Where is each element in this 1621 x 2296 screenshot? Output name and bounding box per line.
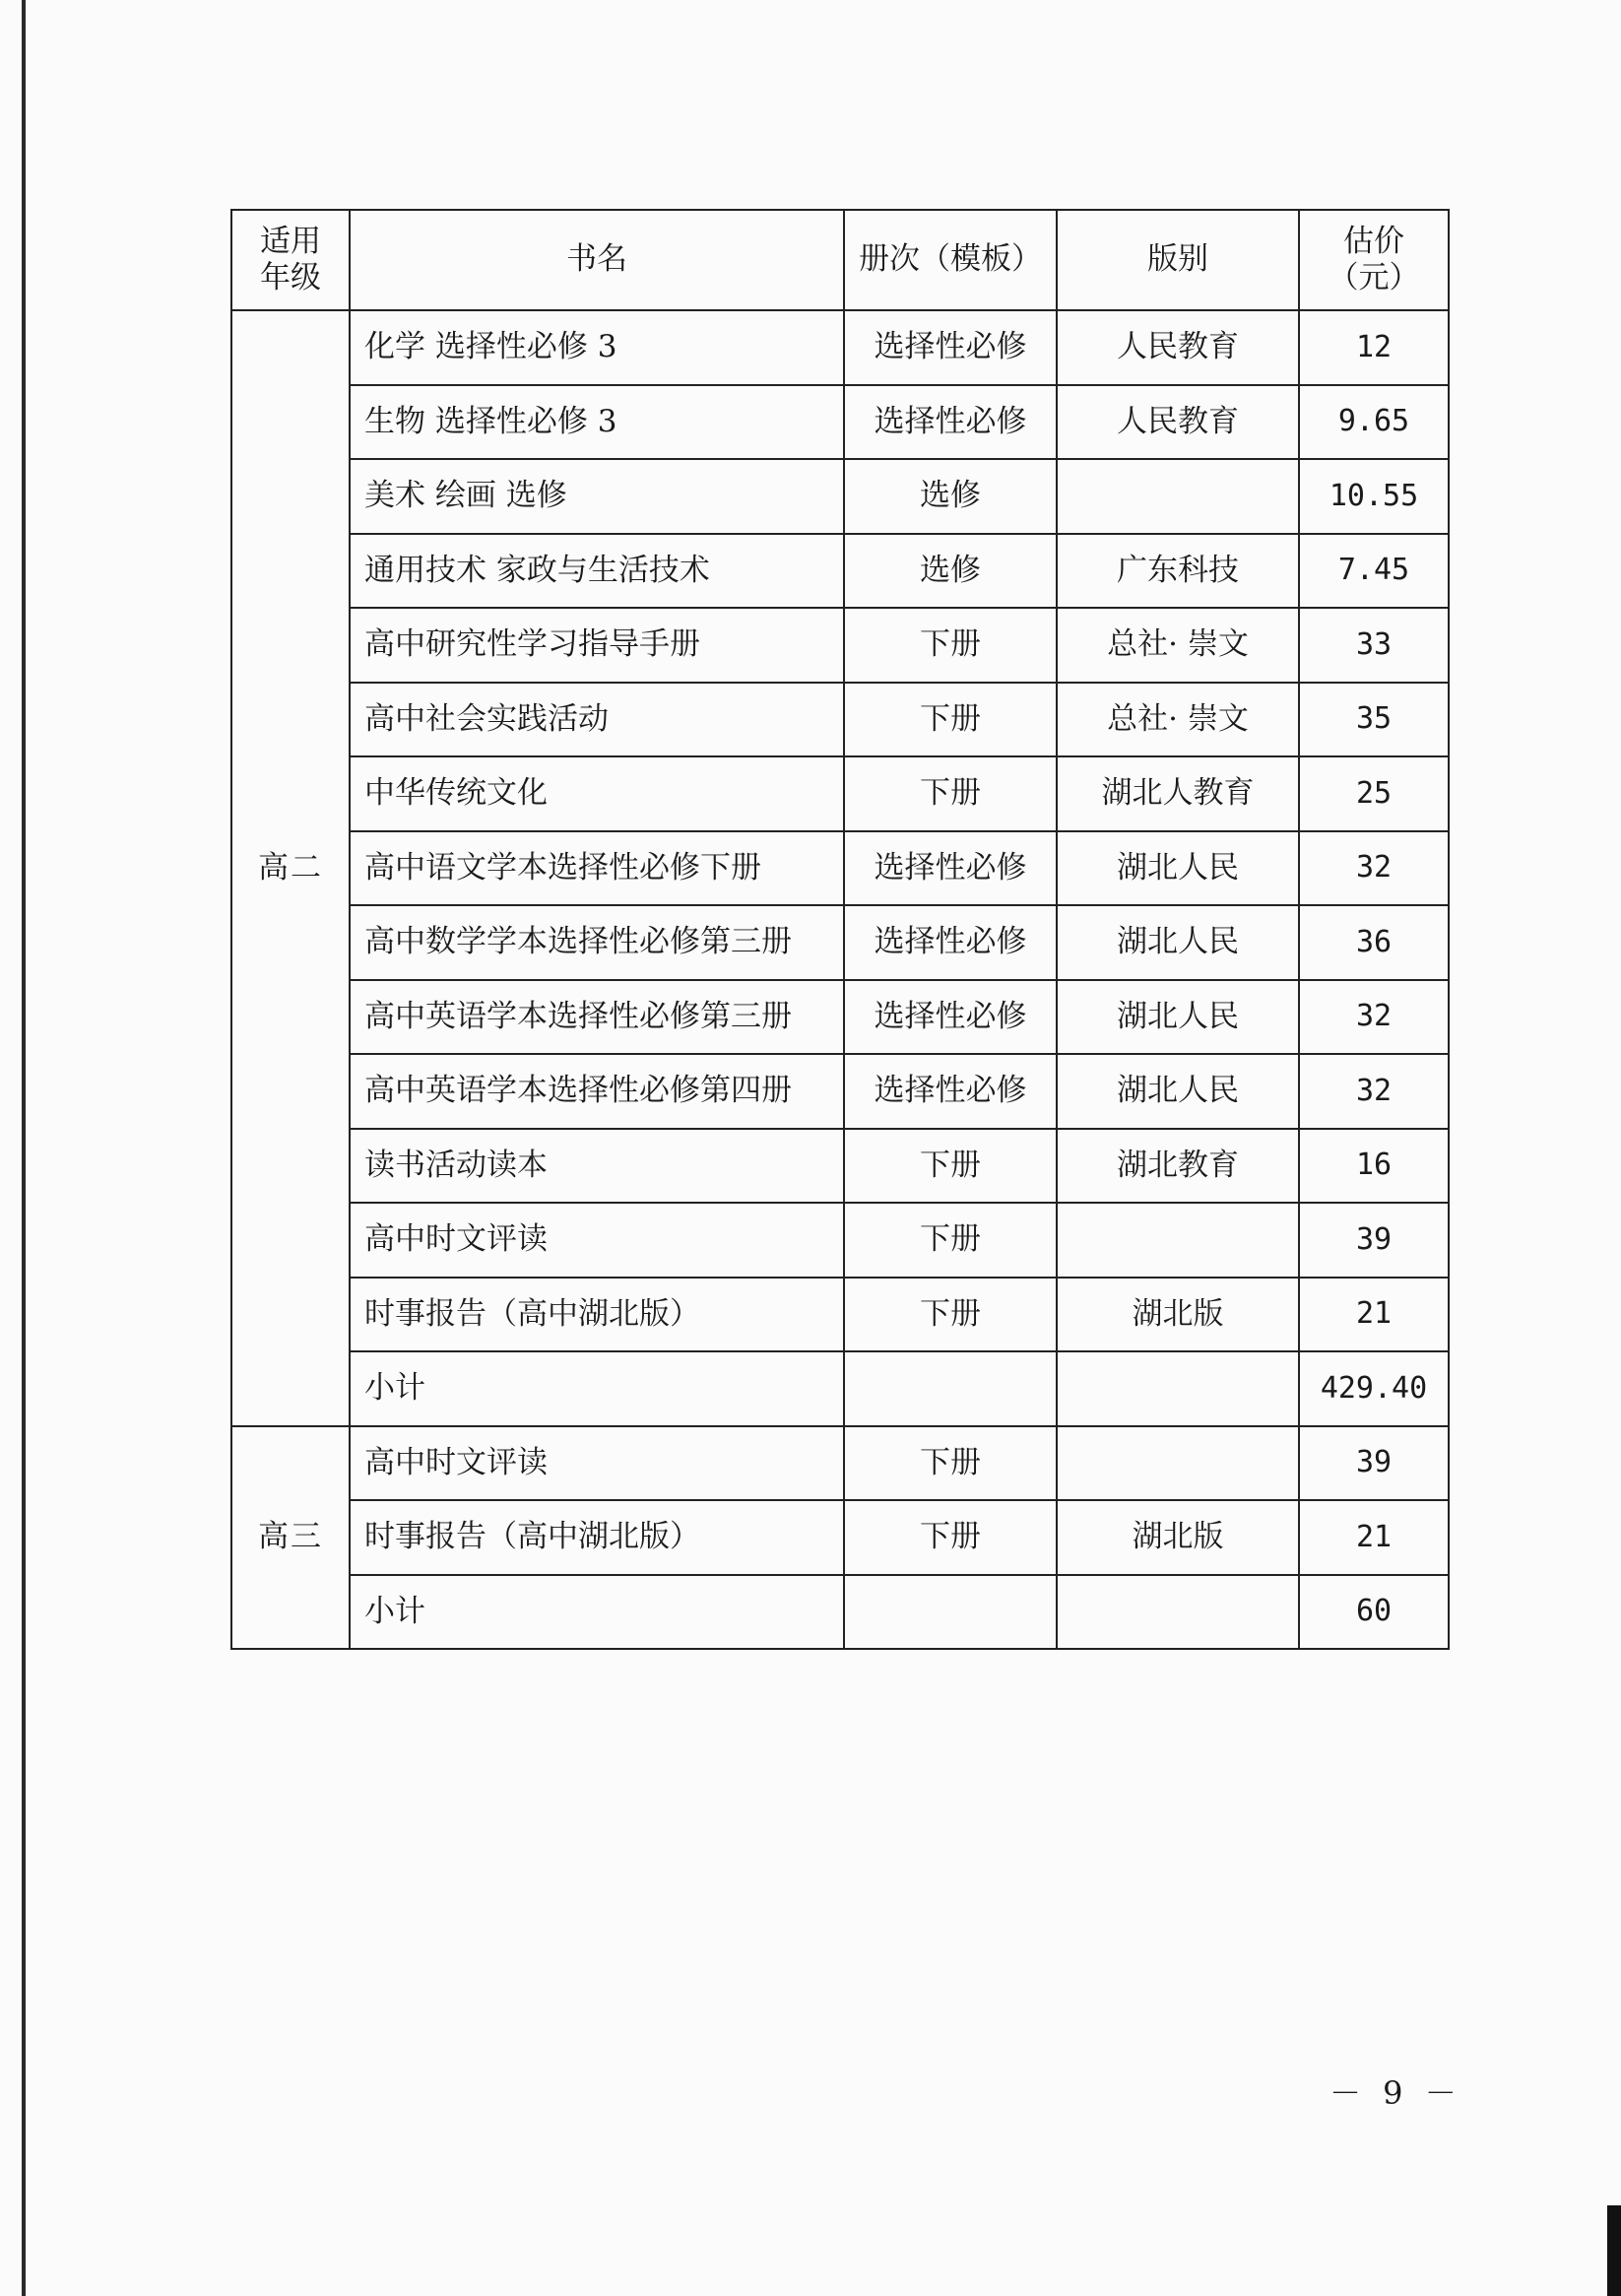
edition-cell: 总社· 崇文: [1057, 608, 1299, 683]
edition-cell: [1057, 1426, 1299, 1501]
table-row: [231, 683, 1449, 757]
scan-corner-mark: [1607, 2205, 1621, 2296]
price-cell: 9.65: [1299, 385, 1449, 460]
price-cell: 36: [1299, 905, 1449, 980]
table-row: [231, 608, 1449, 683]
volume-cell: 选择性必修: [844, 1054, 1057, 1129]
edition-cell: 湖北人民: [1057, 1054, 1299, 1129]
edition-cell: 总社· 崇文: [1057, 683, 1299, 757]
title-cell: 时事报告（高中湖北版）: [350, 1500, 844, 1575]
title-cell: 高中社会实践活动: [350, 683, 844, 757]
header-volume: 册次（模板）: [844, 210, 1057, 310]
volume-cell: 选择性必修: [844, 905, 1057, 980]
title-cell: 通用技术 家政与生活技术: [350, 534, 844, 609]
title-cell: 高中数学学本选择性必修第三册: [350, 905, 844, 980]
table-row: [231, 980, 1449, 1055]
volume-cell: 下册: [844, 683, 1057, 757]
price-cell: 35: [1299, 683, 1449, 757]
title-cell: 高中英语学本选择性必修第四册: [350, 1054, 844, 1129]
header-row: [231, 210, 1449, 310]
title-cell: 高中时文评读: [350, 1203, 844, 1278]
table-row: [231, 385, 1449, 460]
price-cell: 33: [1299, 608, 1449, 683]
volume-cell: 选择性必修: [844, 385, 1057, 460]
volume-cell: 下册: [844, 1426, 1057, 1501]
price-cell: 32: [1299, 980, 1449, 1055]
price-cell: 39: [1299, 1426, 1449, 1501]
volume-cell: 选择性必修: [844, 831, 1057, 906]
volume-cell: 下册: [844, 1278, 1057, 1352]
table-row: [231, 1203, 1449, 1278]
price-cell: 429.40: [1299, 1351, 1449, 1426]
price-cell: 21: [1299, 1500, 1449, 1575]
title-cell: 高中研究性学习指导手册: [350, 608, 844, 683]
volume-cell: 下册: [844, 756, 1057, 831]
price-cell: 16: [1299, 1129, 1449, 1204]
title-cell: 中华传统文化: [350, 756, 844, 831]
volume-cell: 下册: [844, 1500, 1057, 1575]
edition-cell: 湖北版: [1057, 1278, 1299, 1352]
title-cell: 生物 选择性必修 3: [350, 385, 844, 460]
header-edition: 版别: [1057, 210, 1299, 310]
header-grade: 适用 年级: [231, 210, 350, 310]
volume-cell: 下册: [844, 608, 1057, 683]
title-cell: 时事报告（高中湖北版）: [350, 1278, 844, 1352]
edition-cell: [1057, 1575, 1299, 1650]
price-cell: 60: [1299, 1575, 1449, 1650]
table-row: [231, 831, 1449, 906]
table-row: [231, 905, 1449, 980]
volume-cell: 选择性必修: [844, 980, 1057, 1055]
edition-cell: 人民教育: [1057, 385, 1299, 460]
title-cell: 化学 选择性必修 3: [350, 310, 844, 385]
edition-cell: 湖北人民: [1057, 980, 1299, 1055]
edition-cell: 广东科技: [1057, 534, 1299, 609]
scan-left-edge: [22, 0, 26, 2296]
title-cell: 小计: [350, 1351, 844, 1426]
table-row: [231, 1575, 1449, 1650]
title-cell: 小计: [350, 1575, 844, 1650]
title-cell: 高中英语学本选择性必修第三册: [350, 980, 844, 1055]
price-cell: 32: [1299, 831, 1449, 906]
table-row: [231, 1129, 1449, 1204]
price-cell: 7.45: [1299, 534, 1449, 609]
edition-cell: 人民教育: [1057, 310, 1299, 385]
grade-cell: 高二: [231, 310, 350, 1426]
volume-cell: 选修: [844, 534, 1057, 609]
table-body: [231, 310, 1449, 1649]
title-cell: 美术 绘画 选修: [350, 459, 844, 534]
grade-cell: 高三: [231, 1426, 350, 1650]
table-row: [231, 1278, 1449, 1352]
volume-cell: 选修: [844, 459, 1057, 534]
volume-cell: [844, 1351, 1057, 1426]
edition-cell: [1057, 1351, 1299, 1426]
price-cell: 32: [1299, 1054, 1449, 1129]
price-cell: 21: [1299, 1278, 1449, 1352]
volume-cell: 下册: [844, 1203, 1057, 1278]
edition-cell: 湖北版: [1057, 1500, 1299, 1575]
price-cell: 12: [1299, 310, 1449, 385]
header-price: 估价 （元）: [1299, 210, 1449, 310]
price-cell: 39: [1299, 1203, 1449, 1278]
table-row: [231, 459, 1449, 534]
table-row: [231, 1054, 1449, 1129]
price-cell: 25: [1299, 756, 1449, 831]
edition-cell: [1057, 1203, 1299, 1278]
table-row: [231, 756, 1449, 831]
page-number: － 9 －: [1329, 2074, 1462, 2112]
table-row: [231, 1351, 1449, 1426]
table-row: [231, 310, 1449, 385]
edition-cell: 湖北人民: [1057, 905, 1299, 980]
edition-cell: 湖北人教育: [1057, 756, 1299, 831]
price-cell: 10.55: [1299, 459, 1449, 534]
edition-cell: 湖北教育: [1057, 1129, 1299, 1204]
title-cell: 读书活动读本: [350, 1129, 844, 1204]
table-row: [231, 534, 1449, 609]
volume-cell: [844, 1575, 1057, 1650]
title-cell: 高中语文学本选择性必修下册: [350, 831, 844, 906]
textbook-price-table: [230, 209, 1450, 1650]
title-cell: 高中时文评读: [350, 1426, 844, 1501]
edition-cell: 湖北人民: [1057, 831, 1299, 906]
table-row: [231, 1500, 1449, 1575]
volume-cell: 选择性必修: [844, 310, 1057, 385]
volume-cell: 下册: [844, 1129, 1057, 1204]
header-title: 书名: [350, 210, 844, 310]
table-row: [231, 1426, 1449, 1501]
edition-cell: [1057, 459, 1299, 534]
